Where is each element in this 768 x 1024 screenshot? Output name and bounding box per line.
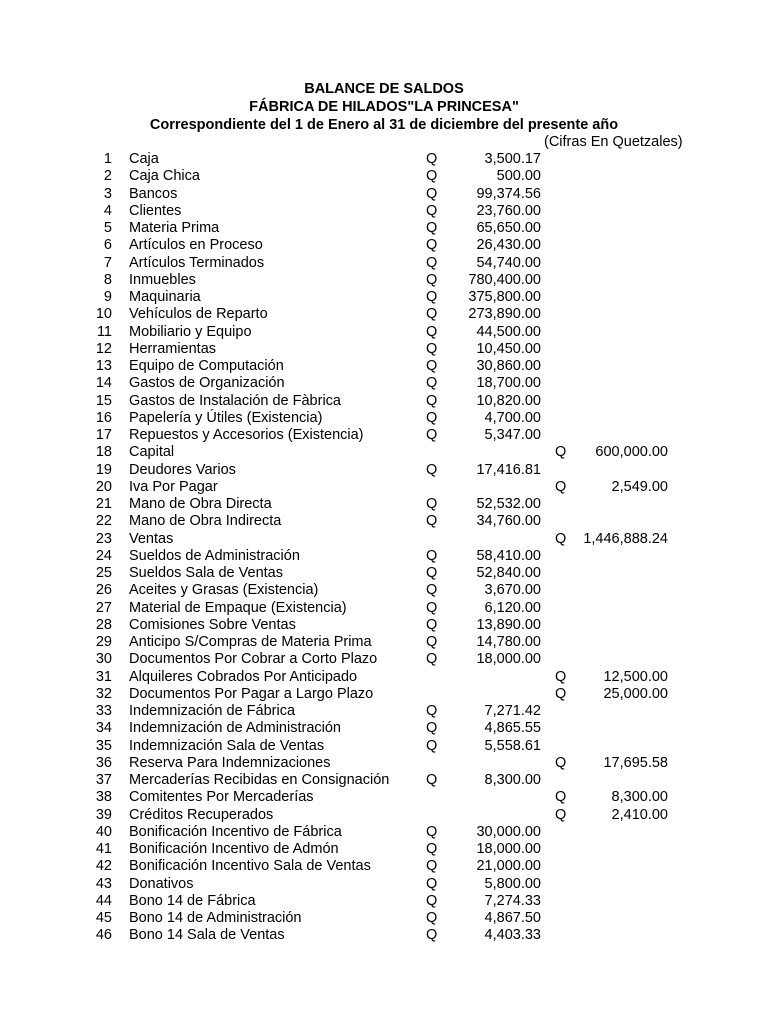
debit-amount: 8,300.00 — [484, 772, 541, 788]
debit-amount: 52,840.00 — [476, 565, 541, 581]
debit-currency: Q — [426, 427, 438, 443]
row-number: 16 — [95, 409, 112, 426]
debit-amount: 23,760.00 — [476, 202, 541, 219]
debit-amount: 10,450.00 — [476, 340, 541, 357]
debit-amount: 3,670.00 — [484, 582, 541, 599]
debit-currency: Q — [426, 461, 438, 478]
table-row — [0, 910, 768, 927]
debit-amount: 4,867.50 — [484, 910, 541, 926]
table-row — [0, 462, 768, 479]
account-name: Iva Por Pagar — [129, 478, 218, 495]
account-name: Maquinaria — [129, 289, 201, 305]
debit-currency: Q — [426, 634, 438, 650]
credit-amount: 12,500.00 — [603, 668, 668, 685]
row-number: 4 — [103, 202, 112, 219]
table-row — [0, 375, 768, 392]
debit-currency: Q — [426, 651, 438, 668]
debit-currency: Q — [426, 220, 438, 236]
account-name: Créditos Recuperados — [129, 806, 274, 823]
debit-amount: 780,400.00 — [468, 271, 541, 288]
table-row — [0, 876, 768, 893]
debit-currency: Q — [426, 910, 438, 926]
account-name: Equipo de Computación — [129, 358, 284, 374]
row-number: 45 — [95, 910, 112, 926]
table-row — [0, 358, 768, 375]
table-row — [0, 841, 768, 858]
table-row — [0, 600, 768, 617]
debit-amount: 65,650.00 — [476, 220, 541, 236]
debit-currency: Q — [426, 547, 438, 564]
debit-amount: 5,558.61 — [484, 737, 541, 754]
account-name: Bono 14 de Fábrica — [129, 892, 256, 909]
debit-amount: 52,532.00 — [476, 496, 541, 512]
debit-currency: Q — [426, 599, 438, 616]
account-name: Aceites y Grasas (Existencia) — [129, 582, 319, 599]
account-name: Documentos Por Pagar a Largo Plazo — [129, 685, 374, 702]
debit-currency: Q — [426, 409, 438, 426]
debit-amount: 30,000.00 — [476, 823, 541, 840]
row-number: 17 — [95, 427, 112, 443]
row-number: 29 — [95, 634, 112, 650]
account-name: Sueldos de Administración — [129, 547, 300, 564]
row-number: 2 — [103, 168, 112, 185]
table-row — [0, 324, 768, 341]
account-name: Gastos de Instalación de Fàbrica — [129, 392, 341, 409]
table-row — [0, 444, 768, 461]
account-name: Artículos Terminados — [129, 254, 265, 271]
credit-amount: 8,300.00 — [611, 789, 668, 806]
credit-currency: Q — [555, 754, 567, 771]
debit-amount: 44,500.00 — [476, 323, 541, 340]
row-number: 5 — [103, 220, 112, 236]
table-row — [0, 427, 768, 444]
debit-currency: Q — [426, 772, 438, 788]
account-name: Caja Chica — [129, 168, 200, 185]
table-row — [0, 858, 768, 875]
debit-currency: Q — [426, 841, 438, 857]
debit-amount: 14,780.00 — [476, 634, 541, 650]
row-number: 22 — [95, 513, 112, 530]
row-number: 3 — [103, 185, 112, 202]
debit-amount: 7,274.33 — [484, 892, 541, 909]
debit-currency: Q — [426, 202, 438, 219]
account-name: Documentos Por Cobrar a Corto Plazo — [129, 651, 378, 668]
debit-currency: Q — [426, 323, 438, 340]
account-name: Caja — [129, 151, 159, 167]
row-number: 14 — [95, 375, 112, 392]
row-number: 6 — [103, 237, 112, 254]
account-name: Indemnización de Administración — [129, 720, 341, 737]
credit-currency: Q — [555, 789, 567, 806]
debit-currency: Q — [426, 340, 438, 357]
debit-amount: 3,500.17 — [484, 151, 541, 167]
table-row — [0, 272, 768, 289]
debit-currency: Q — [426, 392, 438, 409]
row-number: 35 — [95, 737, 112, 754]
row-number: 39 — [95, 806, 112, 823]
row-number: 11 — [96, 323, 112, 340]
debit-currency: Q — [426, 306, 438, 323]
period-line: Correspondiente del 1 de Enero al 31 de diciembre del presente año — [149, 117, 619, 133]
debit-currency: Q — [426, 875, 438, 892]
row-number: 38 — [95, 789, 112, 806]
row-number: 36 — [95, 754, 112, 771]
table-row — [0, 755, 768, 772]
table-row — [0, 341, 768, 358]
debit-currency: Q — [426, 513, 438, 530]
row-number: 13 — [95, 358, 112, 374]
account-name: Donativos — [129, 875, 194, 892]
debit-currency: Q — [426, 927, 438, 944]
debit-amount: 99,374.56 — [476, 185, 541, 202]
account-name: Bancos — [129, 185, 178, 202]
account-name: Reserva Para Indemnizaciones — [129, 754, 331, 771]
table-row — [0, 548, 768, 565]
debit-amount: 13,890.00 — [476, 616, 541, 633]
debit-currency: Q — [426, 703, 438, 719]
credit-amount: 17,695.58 — [603, 754, 668, 771]
credit-currency: Q — [555, 685, 567, 702]
debit-amount: 17,416.81 — [476, 461, 541, 478]
balance-table — [0, 151, 768, 945]
account-name: Papelería y Útiles (Existencia) — [129, 409, 323, 426]
table-row — [0, 893, 768, 910]
document-title: BALANCE DE SALDOS — [304, 81, 464, 97]
debit-currency: Q — [426, 565, 438, 581]
row-number: 25 — [95, 565, 112, 581]
table-row — [0, 479, 768, 496]
row-number: 28 — [95, 616, 112, 633]
row-number: 46 — [95, 927, 112, 944]
row-number: 23 — [95, 530, 112, 547]
debit-amount: 4,403.33 — [484, 927, 541, 944]
debit-amount: 4,700.00 — [484, 409, 541, 426]
table-row — [0, 927, 768, 944]
account-name: Vehículos de Reparto — [129, 306, 268, 323]
table-row — [0, 703, 768, 720]
debit-amount: 4,865.55 — [484, 720, 541, 737]
account-name: Repuestos y Accesorios (Existencia) — [129, 427, 364, 443]
credit-currency: Q — [555, 806, 567, 823]
row-number: 41 — [95, 841, 112, 857]
account-name: Mano de Obra Indirecta — [129, 513, 282, 530]
debit-amount: 30,860.00 — [476, 358, 541, 374]
debit-amount: 375,800.00 — [468, 289, 541, 305]
row-number: 33 — [95, 703, 112, 719]
account-name: Artículos en Proceso — [129, 237, 263, 254]
credit-currency: Q — [555, 530, 567, 547]
debit-amount: 18,700.00 — [476, 375, 541, 392]
account-name: Inmuebles — [129, 271, 196, 288]
account-name: Herramientas — [129, 340, 217, 357]
row-number: 31 — [95, 668, 112, 685]
credit-currency: Q — [555, 444, 567, 461]
row-number: 30 — [95, 651, 112, 668]
table-row — [0, 720, 768, 737]
debit-amount: 500.00 — [496, 168, 541, 185]
row-number: 27 — [95, 599, 112, 616]
row-number: 24 — [95, 547, 112, 564]
table-row — [0, 393, 768, 410]
row-number: 12 — [95, 340, 112, 357]
account-name: Bonificación Incentivo de Admón — [129, 841, 339, 857]
debit-currency: Q — [426, 720, 438, 737]
table-row — [0, 410, 768, 427]
company-name: FÁBRICA DE HILADOS"LA PRINCESA" — [249, 99, 519, 115]
account-name: Indemnización Sala de Ventas — [129, 737, 325, 754]
table-row — [0, 531, 768, 548]
account-name: Bono 14 de Administración — [129, 910, 302, 926]
debit-currency: Q — [426, 375, 438, 392]
credit-currency: Q — [555, 668, 567, 685]
row-number: 32 — [95, 685, 112, 702]
debit-amount: 5,347.00 — [484, 427, 541, 443]
account-name: Bonificación Incentivo de Fábrica — [129, 823, 342, 840]
account-name: Indemnización de Fábrica — [129, 703, 296, 719]
table-row — [0, 186, 768, 203]
debit-currency: Q — [426, 892, 438, 909]
account-name: Mano de Obra Directa — [129, 496, 272, 512]
debit-amount: 26,430.00 — [476, 237, 541, 254]
table-row — [0, 513, 768, 530]
table-row — [0, 582, 768, 599]
account-name: Deudores Varios — [129, 461, 236, 478]
table-row — [0, 237, 768, 254]
debit-currency: Q — [426, 254, 438, 271]
table-row — [0, 306, 768, 323]
account-name: Mobiliario y Equipo — [129, 323, 252, 340]
account-name: Alquileres Cobrados Por Anticipado — [129, 668, 358, 685]
row-number: 26 — [95, 582, 112, 599]
account-name: Gastos de Organización — [129, 375, 285, 392]
debit-currency: Q — [426, 185, 438, 202]
debit-amount: 5,800.00 — [484, 875, 541, 892]
debit-amount: 21,000.00 — [476, 858, 541, 875]
account-name: Clientes — [129, 202, 182, 219]
row-number: 21 — [95, 496, 112, 512]
row-number: 42 — [95, 858, 112, 875]
row-number: 43 — [95, 875, 112, 892]
table-row — [0, 496, 768, 513]
row-number: 1 — [103, 151, 112, 167]
table-row — [0, 220, 768, 237]
credit-amount: 600,000.00 — [595, 444, 668, 461]
row-number: 10 — [95, 306, 112, 323]
row-number: 44 — [95, 892, 112, 909]
debit-currency: Q — [426, 616, 438, 633]
table-row — [0, 565, 768, 582]
table-row — [0, 789, 768, 806]
debit-amount: 54,740.00 — [476, 254, 541, 271]
debit-currency: Q — [426, 496, 438, 512]
row-number: 8 — [103, 271, 112, 288]
debit-currency: Q — [426, 271, 438, 288]
account-name: Comitentes Por Mercaderías — [129, 789, 314, 806]
debit-currency: Q — [426, 737, 438, 754]
account-name: Material de Empaque (Existencia) — [129, 599, 347, 616]
table-row — [0, 807, 768, 824]
row-number: 40 — [95, 823, 112, 840]
table-row — [0, 686, 768, 703]
account-name: Bonificación Incentivo Sala de Ventas — [129, 858, 371, 875]
debit-currency: Q — [426, 151, 438, 167]
row-number: 19 — [95, 461, 112, 478]
debit-currency: Q — [426, 237, 438, 254]
row-number: 37 — [95, 772, 112, 788]
debit-currency: Q — [426, 823, 438, 840]
row-number: 18 — [95, 444, 112, 461]
table-row — [0, 168, 768, 185]
debit-currency: Q — [426, 358, 438, 374]
row-number: 15 — [95, 392, 112, 409]
table-row — [0, 617, 768, 634]
table-row — [0, 651, 768, 668]
debit-amount: 18,000.00 — [476, 841, 541, 857]
account-name: Mercaderías Recibidas en Consignación — [129, 772, 390, 788]
credit-currency: Q — [555, 478, 567, 495]
table-row — [0, 738, 768, 755]
debit-currency: Q — [426, 289, 438, 305]
debit-amount: 7,271.42 — [484, 703, 541, 719]
account-name: Ventas — [129, 530, 174, 547]
debit-currency: Q — [426, 582, 438, 599]
account-name: Sueldos Sala de Ventas — [129, 565, 283, 581]
table-row — [0, 634, 768, 651]
table-row — [0, 151, 768, 168]
account-name: Anticipo S/Compras de Materia Prima — [129, 634, 372, 650]
debit-amount: 273,890.00 — [468, 306, 541, 323]
credit-amount: 2,549.00 — [611, 478, 668, 495]
credit-amount: 2,410.00 — [611, 806, 668, 823]
credit-amount: 1,446,888.24 — [583, 530, 668, 547]
row-number: 34 — [95, 720, 112, 737]
debit-amount: 58,410.00 — [476, 547, 541, 564]
table-row — [0, 772, 768, 789]
units-note: (Cifras En Quetzales) — [544, 134, 683, 150]
row-number: 20 — [95, 478, 112, 495]
debit-amount: 6,120.00 — [484, 599, 541, 616]
credit-amount: 25,000.00 — [603, 685, 668, 702]
table-row — [0, 255, 768, 272]
table-row — [0, 824, 768, 841]
debit-amount: 34,760.00 — [476, 513, 541, 530]
debit-amount: 10,820.00 — [476, 392, 541, 409]
account-name: Materia Prima — [129, 220, 220, 236]
account-name: Capital — [129, 444, 175, 461]
debit-currency: Q — [426, 858, 438, 875]
table-row — [0, 669, 768, 686]
debit-amount: 18,000.00 — [476, 651, 541, 668]
account-name: Bono 14 Sala de Ventas — [129, 927, 285, 944]
row-number: 9 — [103, 289, 112, 305]
account-name: Comisiones Sobre Ventas — [129, 616, 296, 633]
debit-currency: Q — [426, 168, 438, 185]
row-number: 7 — [103, 254, 112, 271]
table-row — [0, 203, 768, 220]
table-row — [0, 289, 768, 306]
